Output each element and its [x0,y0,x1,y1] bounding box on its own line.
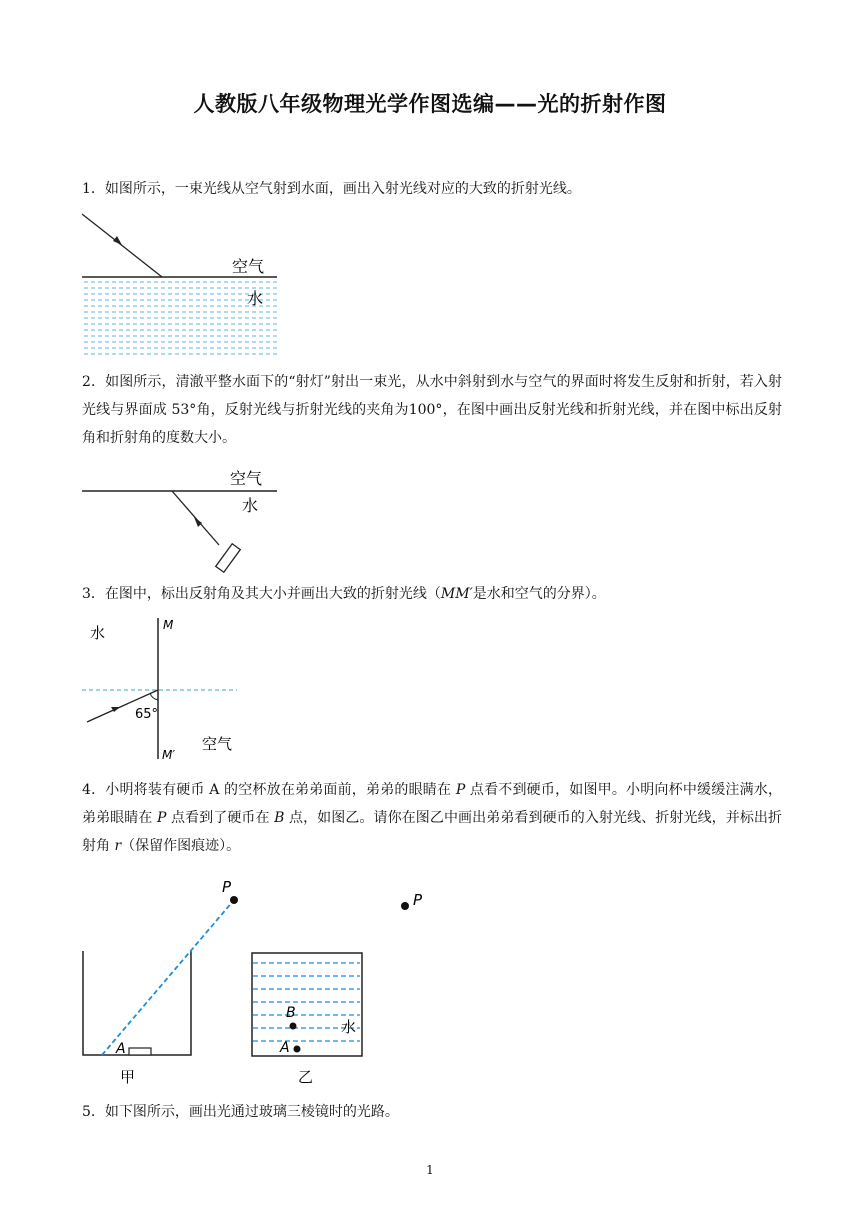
coin-A [129,1048,151,1055]
arrow-icon [113,236,122,245]
point-B [290,1023,297,1030]
label-B: B [286,1005,296,1021]
italic-text: r [114,838,122,854]
q4-figure-jia [82,878,252,1088]
q1-figure [82,212,282,362]
q3-figure [82,615,282,765]
italic-text: B [274,810,285,826]
point-A [294,1046,301,1053]
label-water: 水 [242,496,259,515]
question-number: 4． [82,782,106,798]
label-water: 水 [247,289,264,308]
label-A: A [280,1040,290,1056]
italic-text: P [157,810,167,826]
question-4 [82,776,782,860]
question-text: 是水和空气的分界）。 [472,586,606,602]
italic-text: P [455,782,466,798]
question-number: 2． [82,374,106,390]
angle-arc [150,693,158,700]
question-2 [82,368,782,452]
label-water: 水 [341,1018,357,1036]
question-3 [82,580,782,608]
page-number: 1 [426,1163,434,1177]
question-text: 点看到了硬币在 [166,810,275,826]
question-number: 1． [82,181,105,197]
arrow-icon [194,517,202,527]
italic-text: MM′ [440,586,473,602]
question-number: 3． [82,586,105,602]
label-M: M [163,618,174,632]
label-angle: 65° [135,707,159,722]
point-P [401,902,409,910]
incident-ray [172,491,219,545]
q4-figure-yi [250,878,440,1088]
question-1 [82,175,782,203]
label-water: 水 [90,624,106,642]
label-air: 空气 [232,257,265,276]
sight-line [102,900,234,1055]
point-P [230,896,238,904]
question-text: 如图所示，一束光线从空气射到水面，画出入射光线对应的大致的折射光线。 [104,181,581,197]
question-5 [82,1098,782,1126]
empty-cup [83,951,191,1055]
question-text: 小明将装有硬币 A 的空杯放在弟弟面前，弟弟的眼睛在 [105,782,456,798]
label-P: P [413,891,423,909]
incident-ray [82,214,162,277]
spotlight-icon [216,544,241,573]
question-text: （保留作图痕迹）。 [121,838,241,854]
question-text: 点，如图乙。请你在图乙中画出弟弟看到硬币的入射光线、折射光线，并标出折射角 [82,810,783,854]
label-P: P [222,878,232,896]
label-air: 空气 [202,735,233,753]
label-yi: 乙 [298,1068,314,1086]
question-text: 点看不到硬币，如图甲。小明向杯中缓缓注满水，弟弟眼睛在 [82,782,782,826]
page-title: 人教版八年级物理光学作图选编——光的折射作图 [193,92,667,116]
question-number: 5． [82,1104,105,1120]
label-M-prime: M′ [162,748,176,762]
question-text: 如图所示，清澈平整水面下的“射灯”射出一束光，从水中斜射到水与空气的界面时将发生反射和折射，若入射光线与界面成 53°角，反射光线与折射光线的夹角为100°，在图中画出反射光线和折射光线，并在图中标出反射角和折射角的度数大小。 [82,374,782,446]
question-text: 如下图所示，画出光通过玻璃三棱镜时的光路。 [104,1104,399,1120]
label-air: 空气 [230,469,263,488]
q2-figure [82,465,282,575]
question-text: 在图中，标出反射角及其大小并画出大致的折射光线（ [104,586,441,602]
label-jia: 甲 [120,1068,136,1086]
label-A: A [116,1041,126,1057]
